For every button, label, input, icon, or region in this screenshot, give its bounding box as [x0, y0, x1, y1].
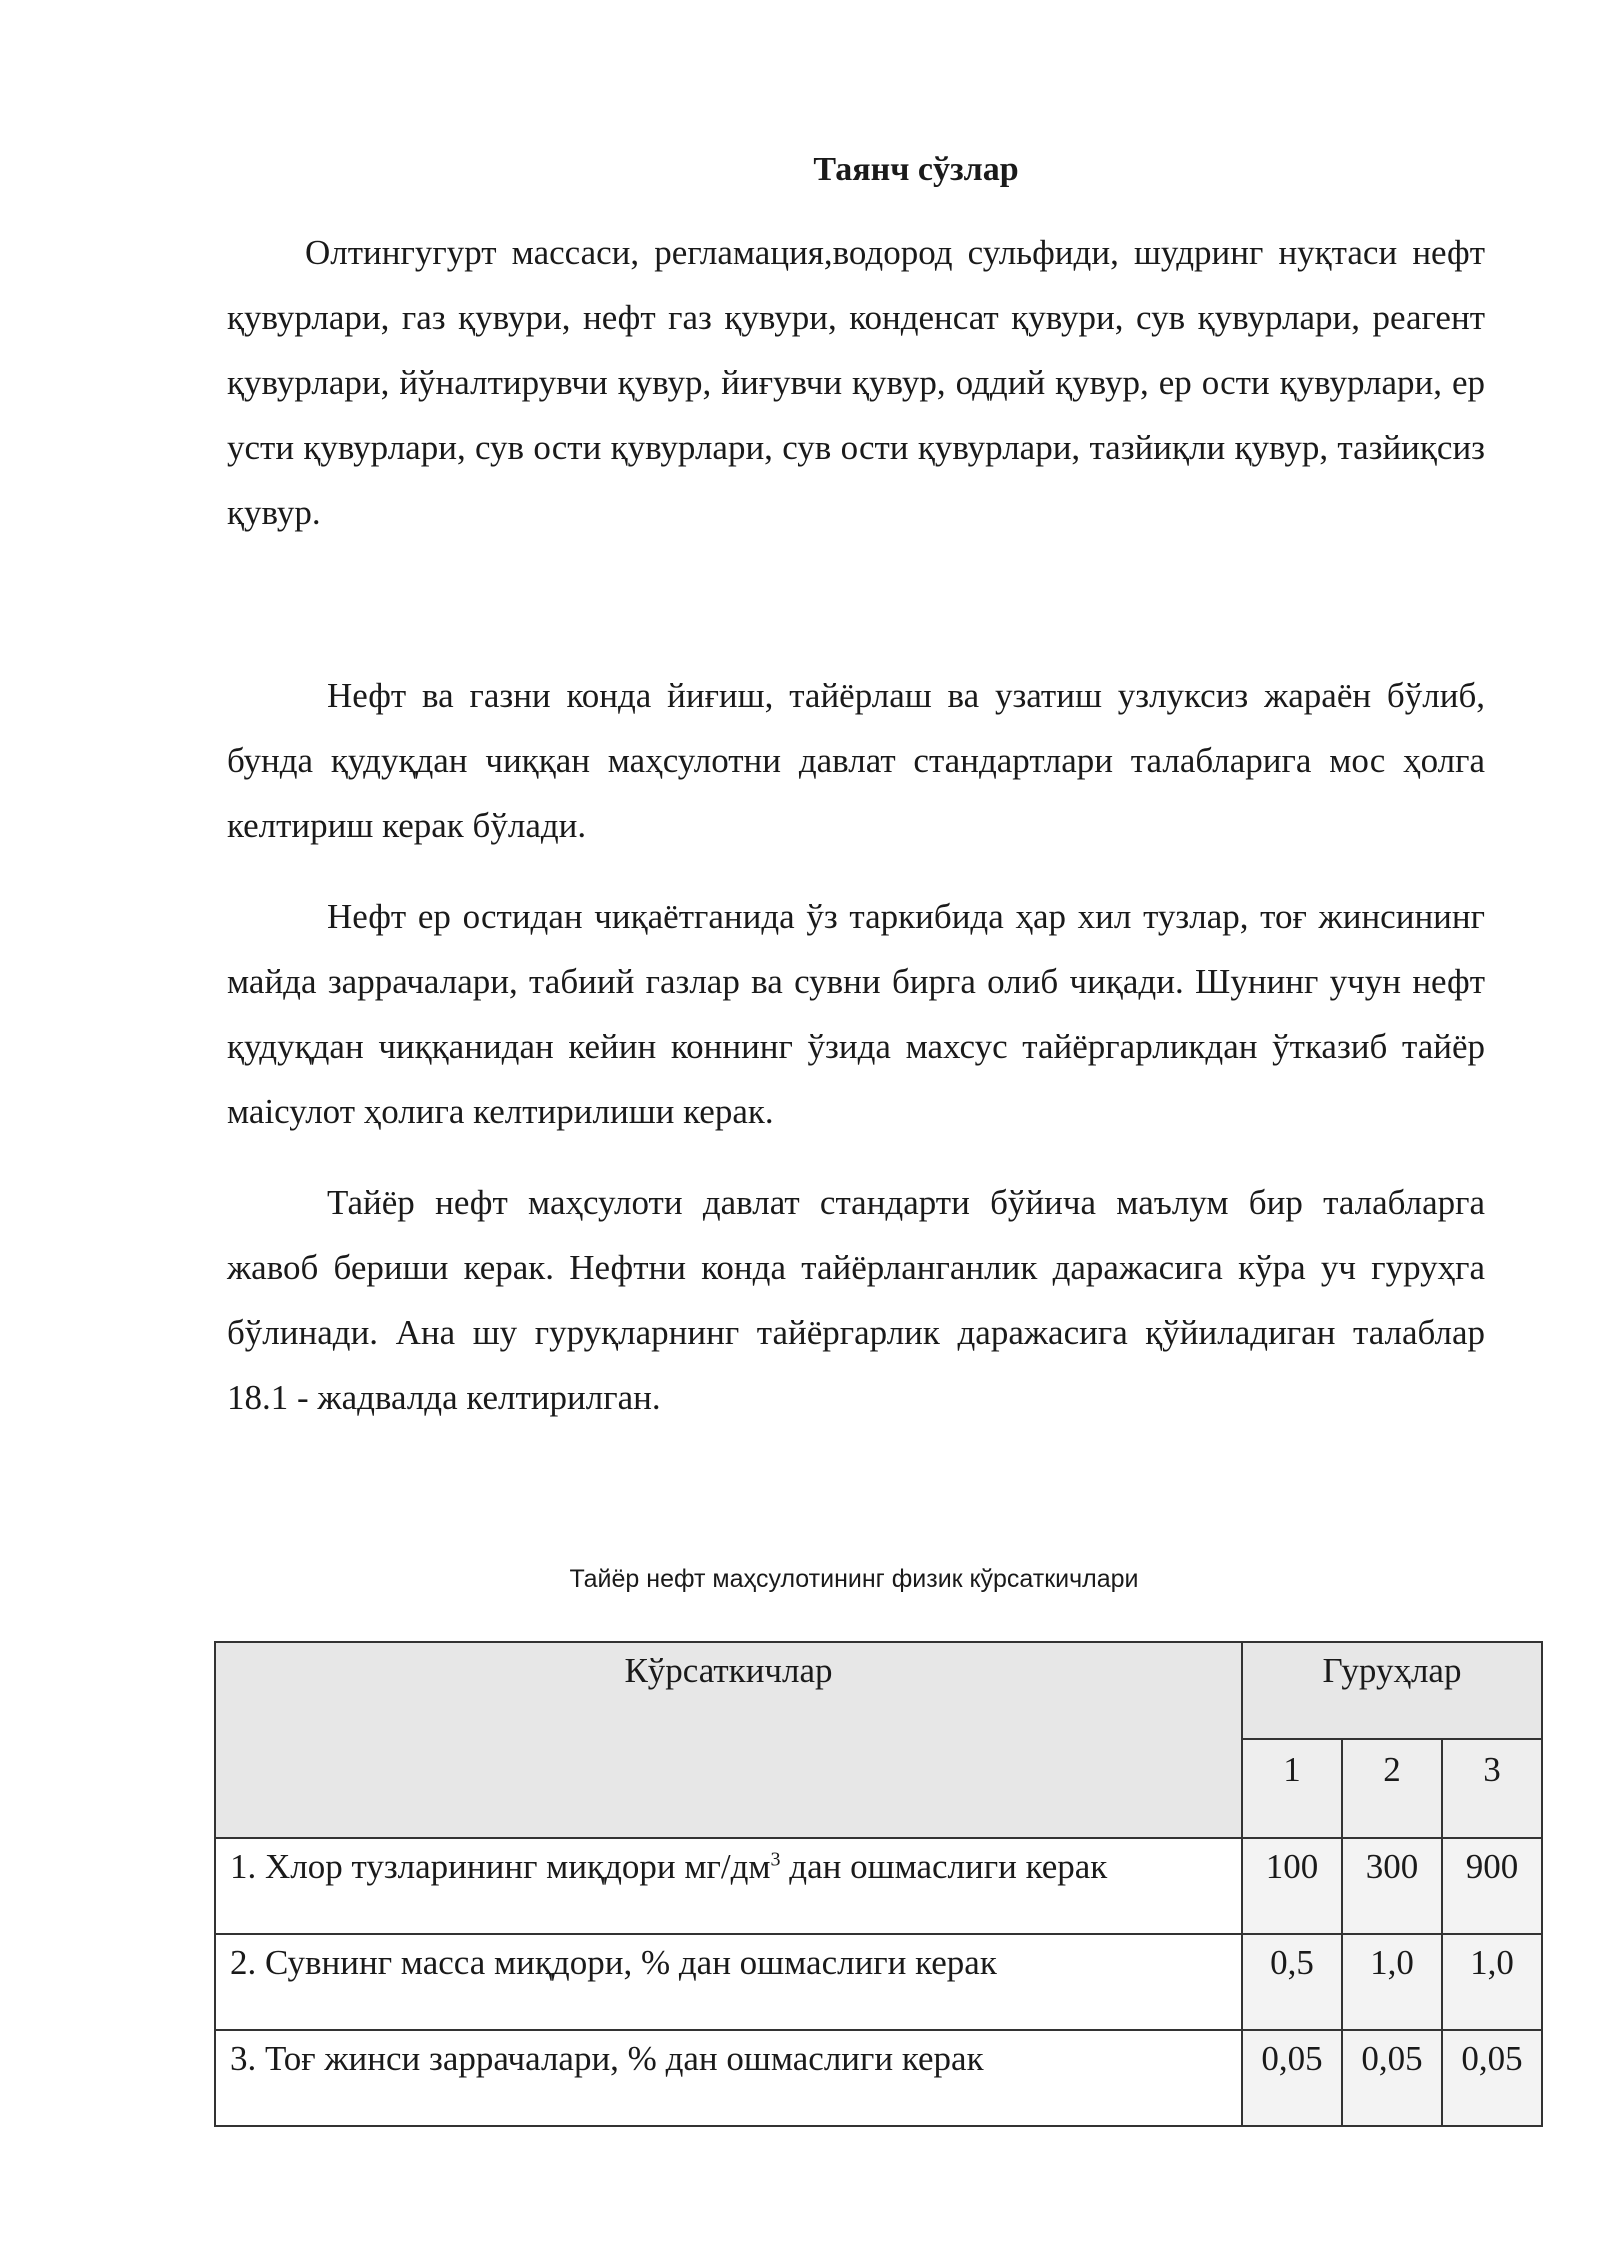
table-header-row	[215, 1642, 1542, 1739]
heading-text: Таянч сўзлар	[813, 151, 1019, 188]
row-value-group-2: 1,0	[1342, 1934, 1442, 2030]
row-value-group-3: 900	[1442, 1838, 1542, 1934]
keywords-paragraph: Олтингугурт массаси, регламация,водород сульфиди, шудринг нуқтаси нефт қувурлари, газ қувури, нефт газ қувури, конденсат қувури, сув қувурлари, реагент қувурлари, йўналтирувчи қувур, йиғувчи қувур, оддий қувур, ер ости қувурлари, ер усти қувурлари, сув ости қувурлари, сув ости қувурлари, тазйиқли қувур, тазйиқсиз қувур.	[227, 233, 1485, 532]
row-value-group-1: 100	[1242, 1838, 1342, 1934]
row-indicator	[215, 2030, 1242, 2126]
row-indicator	[215, 1934, 1242, 2030]
body-paragraph-1: Нефт ва газни конда йиғиш, тайёрлаш ва узатиш узлуксиз жараён бўлиб, бунда қудуқдан чиққан маҳсулотни давлат стандартлари талабларига мос ҳолга келтириш керак бўлади.	[227, 676, 1485, 845]
group-number-3: 3	[1442, 1739, 1542, 1838]
table-caption	[0, 1562, 1600, 1596]
table-row	[215, 1838, 1542, 1934]
row-value-group-1: 0,05	[1242, 2030, 1342, 2126]
row-label-suffix: дан ошмаслиги керак	[780, 1847, 1108, 1886]
header-groups: Гуруҳлар	[1242, 1642, 1542, 1739]
row-indicator	[215, 1838, 1242, 1934]
row-value-group-3: 0,05	[1442, 2030, 1542, 2126]
row-label: 3. Тоғ жинси заррачалари, % дан ошмаслиги керак	[230, 2039, 984, 2078]
row-label: 1. Хлор тузларининг миқдори мг/дм	[230, 1847, 771, 1886]
header-indicators: Кўрсаткичлар	[215, 1642, 1242, 1838]
properties-table	[214, 1641, 1543, 2127]
group-number-2: 2	[1342, 1739, 1442, 1838]
body-paragraph-3: Тайёр нефт маҳсулоти давлат стандарти бўйича маълум бир талабларга жавоб бериши керак. Нефтни конда тайёрланганлик даражасига кўра уч гуруҳга бўлинади. Ана шу гуруқларнинг тайёргарлик даражасига қўйиладиган талаблар 18.1 - жадвалда келтирилган.	[227, 1183, 1485, 1417]
group-number-1: 1	[1242, 1739, 1342, 1838]
table-row	[215, 1934, 1542, 2030]
row-value-group-2: 0,05	[1342, 2030, 1442, 2126]
table-row	[215, 2030, 1542, 2126]
row-label-superscript: 3	[770, 1848, 781, 1871]
body-paragraph-2: Нефт ер остидан чиқаётганида ўз таркибида ҳар хил тузлар, тоғ жинсининг майда заррачалари, табиий газлар ва сувни бирга олиб чиқади. Шунинг учун нефт қудуқдан чиққанидан кейин коннинг ўзида махсус тайёргарликдан ўтказиб тайёр маісулот ҳолига келтирилиши керак.	[227, 897, 1485, 1131]
row-label: 2. Сувнинг масса миқдори, % дан ошмаслиги керак	[230, 1943, 997, 1982]
row-value-group-2: 300	[1342, 1838, 1442, 1934]
row-value-group-1: 0,5	[1242, 1934, 1342, 2030]
row-value-group-3: 1,0	[1442, 1934, 1542, 2030]
page-heading	[0, 150, 1600, 190]
table-caption-text: Тайёр нефт маҳсулотининг физик кўрсаткичлари	[569, 1565, 1139, 1593]
